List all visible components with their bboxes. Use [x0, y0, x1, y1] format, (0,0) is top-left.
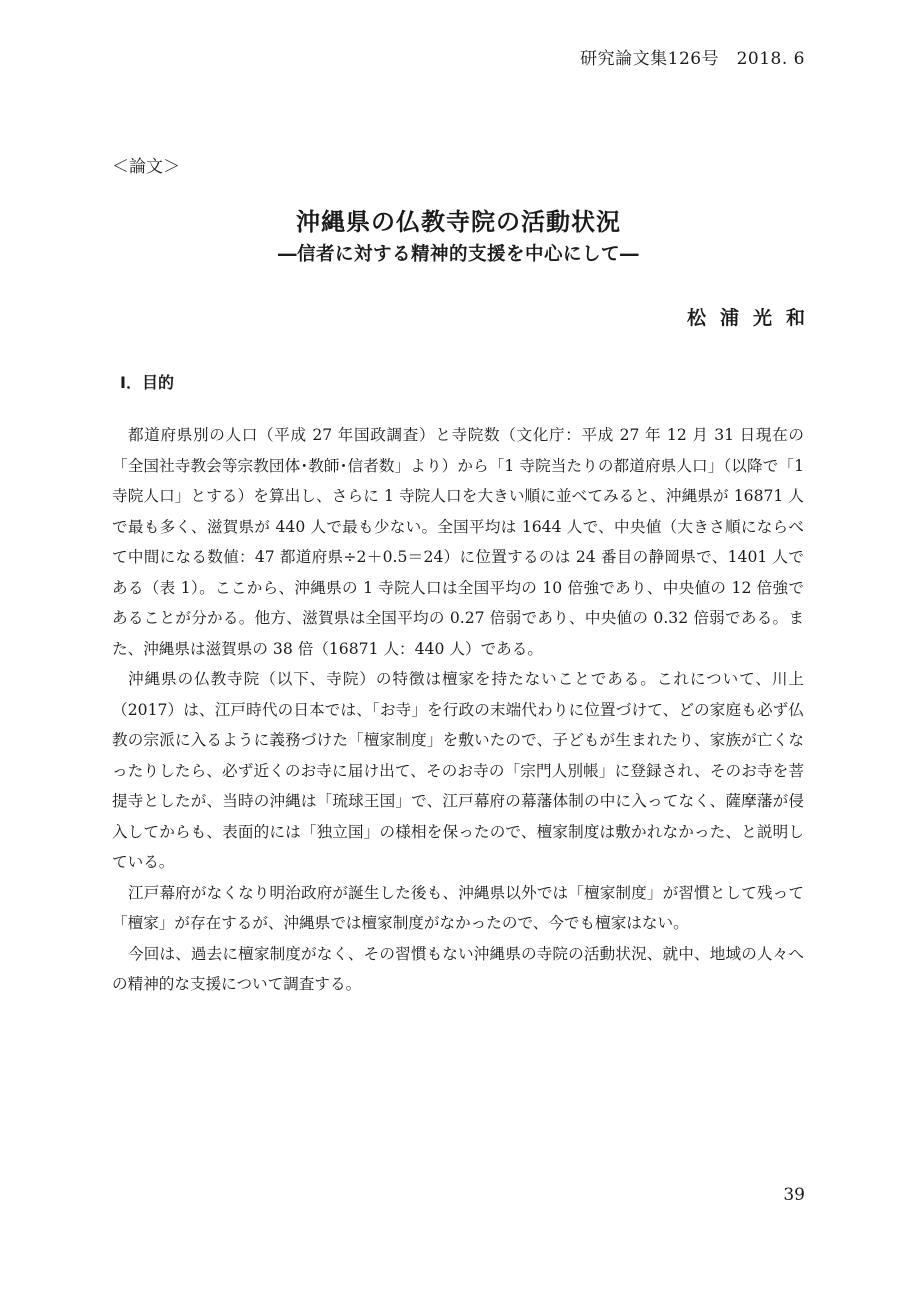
author-name: 松浦光和 — [686, 307, 819, 329]
body-paragraph: 今回は、過去に檀家制度がなく、その習慣もない沖縄県の寺院の活動状況、就中、地域の人々への精神的な支援について調査する。 — [112, 944, 804, 993]
body-paragraph: 沖縄県の仏教寺院（以下、寺院）の特徴は檀家を持たないことである。これについて、川上（2017）は、江戸時代の日本では、「お寺」を行政の末端代わりに位置づけて、どの家庭も必ず仏教の宗派に入るように義務づけた「檀家制度」を敷いたので、子どもが生まれたり、家族が亡くなったりしたら、必ず近くのお寺に届け出て、そのお寺の「宗門人別帳」に登録され、そのお寺を菩提寺としたが、当時の沖縄は「琉球王国」で、江戸幕府の幕藩体制の中に入ってなく、薩摩藩が侵入してからも、表面的には「独立国」の様相を保ったので、檀家制度は敷かれなかった、と説明している。 — [112, 670, 804, 871]
section-heading: Ⅰ．目的 — [120, 373, 174, 392]
article-title: 沖縄県の仏教寺院の活動状況 — [296, 208, 621, 236]
article-subtitle: ―信者に対する精神的支援を中心にして― — [277, 244, 639, 265]
article-category-label: ＜論文＞ — [112, 157, 180, 177]
body-paragraph: 都道府県別の人口（平成 27 年国政調査）と寺院数（文化庁：平成 27 年 12 月 31 日現在の「全国社寺教会等宗教団体･教師･信者数」より）から「1 寺院当たりの都道府県人口」（以降で「1 寺院人口」とする）を算出し、さらに 1 寺院人口を大きい順に並べてみると、沖縄県が 16871 人で最も多く、滋賀県が 440 人で最も少ない。全国平均は 1644 人で、中央値（大きさ順にならべて中間になる数値：47 都道府県÷2＋0.5＝24）に位置するのは 24 番目の静岡県で、1401 人である（表 1）。ここから、沖縄県の 1 寺院人口は全国平均の 10 倍強であり、中央値の 12 倍強であることが分かる。他方、滋賀県は全国平均の 0.27 倍弱であり、中央値の 0.32 倍弱である。また、沖縄県は滋賀県の 38 倍（16871 人：440 人）である。 — [112, 426, 804, 658]
body-paragraph: 江戸幕府がなくなり明治政府が誕生した後も、沖縄県以外では「檀家制度」が習慣として残って「檀家」が存在するが、沖縄県では檀家制度がなかったので、今でも檀家はない。 — [112, 883, 804, 932]
page-number: 39 — [783, 1185, 805, 1205]
article-body — [112, 420, 804, 1000]
running-header-journal: 研究論文集126号 2018. 6 — [580, 49, 805, 69]
